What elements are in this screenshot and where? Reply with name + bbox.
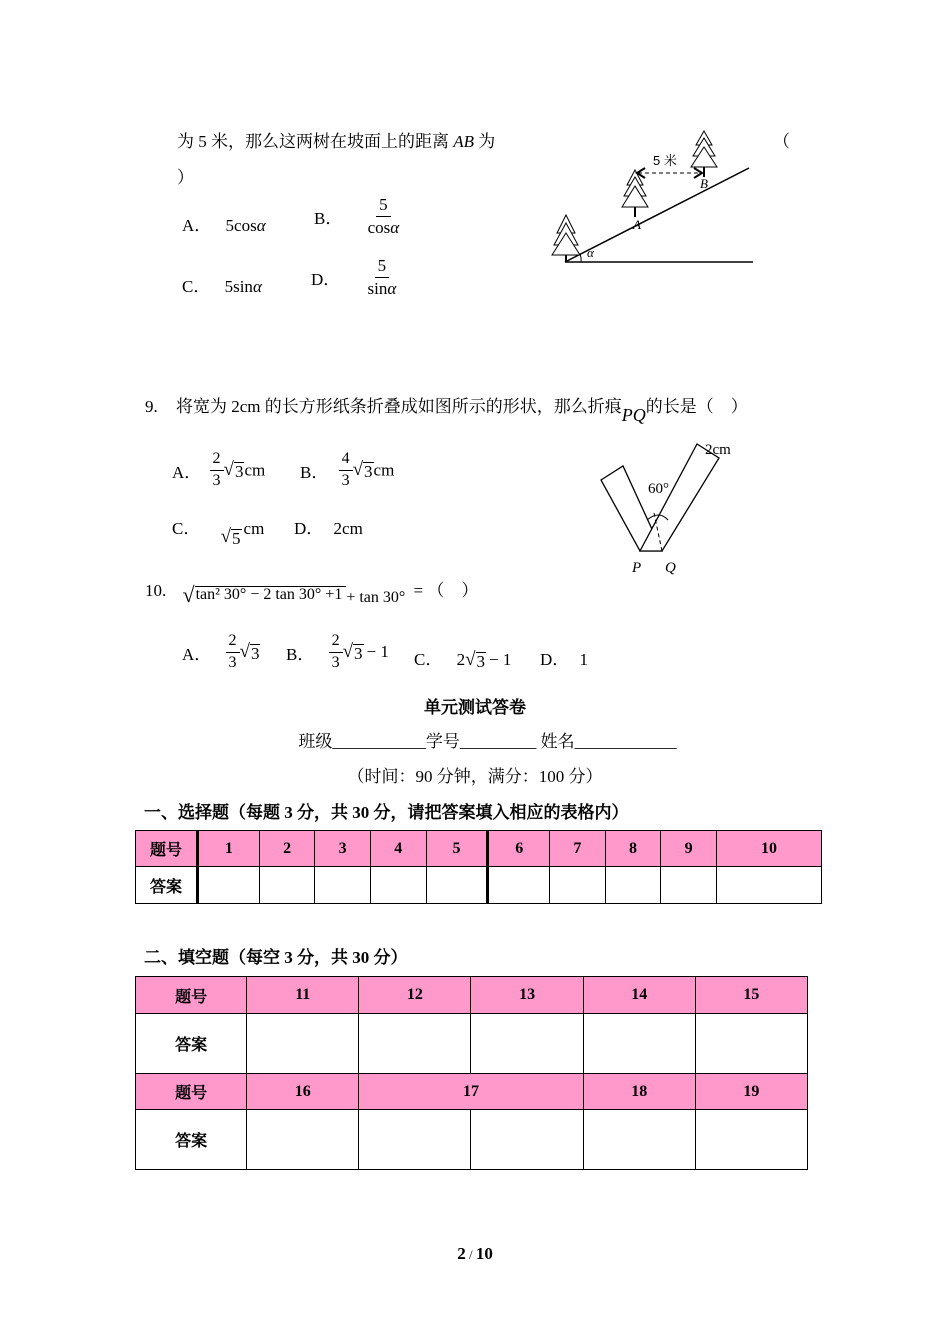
answer-cell[interactable] — [259, 867, 315, 904]
answer-cell[interactable] — [583, 1014, 695, 1074]
angle-label: 60° — [648, 481, 669, 497]
slope-trees-figure — [545, 125, 760, 270]
sqrt: √ tan² 30° − 2 tan 30° +1 — [183, 584, 347, 606]
fraction: $\frac{5}{\sin\alpha}$ — [367, 256, 397, 298]
folded-strip-figure — [595, 438, 745, 580]
q8-paren-open: （ — [773, 132, 790, 151]
table-row — [136, 1014, 808, 1074]
question-number: 17 — [359, 1074, 583, 1110]
point-p-label: P — [632, 560, 642, 576]
fraction: $\frac{4}{3}$ — [339, 451, 353, 490]
student-info-line[interactable]: 班级___________学号_________ 姓名____________ — [298, 732, 677, 751]
answer-cell[interactable] — [695, 1014, 807, 1074]
q9-option-c[interactable]: C． √ 5 cm — [172, 519, 265, 548]
q9-option-d[interactable]: D． 2cm — [294, 519, 363, 538]
answer-cell[interactable] — [550, 867, 606, 904]
q10-option-a[interactable]: A． $\frac{2}{3}$ √ 3 — [182, 632, 260, 671]
sqrt: √ 3 — [352, 458, 373, 481]
question-number: 11 — [247, 977, 359, 1014]
row-label: 题号 — [136, 1074, 247, 1110]
question-number: 9 — [661, 831, 717, 867]
answer-cell[interactable] — [605, 867, 661, 904]
q9-stem: 9. 将宽为 2cm 的长方形纸条折叠成如图所示的形状，那么折痕PQ的长是（ ） — [145, 397, 748, 425]
answer-cell[interactable] — [471, 1014, 583, 1074]
segment-ab: AB — [453, 132, 475, 151]
page-number: 2 / 10 — [457, 1244, 493, 1263]
q8-option-d[interactable]: D． $\frac{5}{\sin\alpha}$ — [311, 257, 399, 298]
answer-cell[interactable] — [426, 867, 488, 904]
question-number: 8 — [605, 831, 661, 867]
section1-heading: 一、选择题（每题 3 分，共 30 分，请把答案填入相应的表格内） — [144, 803, 629, 822]
answer-cell[interactable] — [247, 1014, 359, 1074]
question-number: 3 — [315, 831, 371, 867]
table-row — [136, 1110, 808, 1170]
question-number: 5 — [426, 831, 488, 867]
tree-icon — [552, 215, 580, 262]
answer-cell[interactable] — [247, 1110, 359, 1170]
question-number: 16 — [247, 1074, 359, 1110]
table-row — [136, 977, 808, 1014]
table-row — [136, 867, 822, 904]
question-number: 2 — [259, 831, 315, 867]
answer-cell[interactable] — [370, 867, 426, 904]
fraction: $\frac{2}{3}$ — [329, 633, 343, 672]
exam-time-line: （时间：90 分钟，满分：100 分） — [347, 767, 603, 786]
tree-icon — [691, 131, 717, 177]
answer-sheet-title: 单元测试答卷 — [424, 698, 526, 717]
sqrt: √ 5 — [220, 526, 241, 548]
fraction: $\frac{2}{3}$ — [226, 633, 240, 672]
question-number: 6 — [488, 831, 550, 867]
distance-label: 5 米 — [653, 153, 677, 168]
table-row — [136, 831, 822, 867]
row-label: 题号 — [136, 977, 247, 1014]
fill-answer-table — [135, 976, 808, 1170]
row-label: 答案 — [136, 867, 198, 904]
q8-line1: 为 5 米，那么这两树在坡面上的距离 AB 为 — [177, 132, 496, 151]
point-q-label: Q — [665, 560, 676, 576]
question-number: 13 — [471, 977, 583, 1014]
sqrt: √ 3 — [223, 458, 244, 481]
answer-cell[interactable] — [471, 1110, 583, 1170]
row-label: 题号 — [136, 831, 198, 867]
answer-cell[interactable] — [695, 1110, 807, 1170]
q10-option-c[interactable]: C． 2 √ 3 − 1 — [414, 649, 512, 671]
answer-cell[interactable] — [359, 1014, 471, 1074]
answer-cell[interactable] — [716, 867, 821, 904]
point-a-label: A — [633, 217, 641, 232]
fraction: $\frac{2}{3}$ — [210, 451, 224, 490]
question-number: 7 — [550, 831, 606, 867]
q10-option-b[interactable]: B． $\frac{2}{3}$ √ 3 − 1 — [286, 632, 389, 671]
table-row — [136, 1074, 808, 1110]
answer-cell[interactable] — [661, 867, 717, 904]
question-number: 19 — [695, 1074, 807, 1110]
answer-cell[interactable] — [488, 867, 550, 904]
question-number: 12 — [359, 977, 471, 1014]
section2-heading: 二、填空题（每空 3 分，共 30 分） — [144, 948, 408, 967]
choice-answer-table — [135, 830, 822, 904]
sqrt: √ 3 — [465, 649, 486, 671]
question-number: 14 — [583, 977, 695, 1014]
row-label: 答案 — [136, 1014, 247, 1074]
question-number: 15 — [695, 977, 807, 1014]
q8-option-b[interactable]: B． $\frac{5}{\cos\alpha}$ — [314, 196, 402, 237]
point-b-label: B — [700, 176, 708, 191]
width-label: 2cm — [705, 442, 731, 458]
answer-cell[interactable] — [315, 867, 371, 904]
q9-option-a[interactable]: A． $\frac{2}{3}$ √ 3 cm — [172, 450, 266, 489]
sqrt: √ 3 — [342, 640, 363, 663]
answer-cell[interactable] — [198, 867, 260, 904]
fraction: $\frac{5}{\cos\alpha}$ — [367, 195, 400, 237]
angle-alpha-label: α — [587, 245, 594, 260]
q9-option-b[interactable]: B． $\frac{4}{3}$ √ 3 cm — [300, 450, 395, 489]
q8-option-c[interactable]: C． 5sinα — [182, 277, 262, 296]
q8-option-a[interactable]: A． 5cosα — [182, 216, 266, 235]
q10-stem: 10. √ tan² 30° − 2 tan 30° +1 + tan 30° = （ ） — [145, 581, 479, 607]
answer-cell[interactable] — [583, 1110, 695, 1170]
sqrt: √ 3 — [239, 640, 260, 663]
answer-cell[interactable] — [359, 1110, 471, 1170]
question-number: 4 — [370, 831, 426, 867]
row-label: 答案 — [136, 1110, 247, 1170]
q10-option-d[interactable]: D． 1 — [540, 650, 589, 669]
segment-pq: PQ — [621, 405, 646, 425]
q8-paren-close: ） — [177, 168, 194, 187]
question-number: 1 — [198, 831, 260, 867]
question-number: 10 — [716, 831, 821, 867]
question-number: 18 — [583, 1074, 695, 1110]
